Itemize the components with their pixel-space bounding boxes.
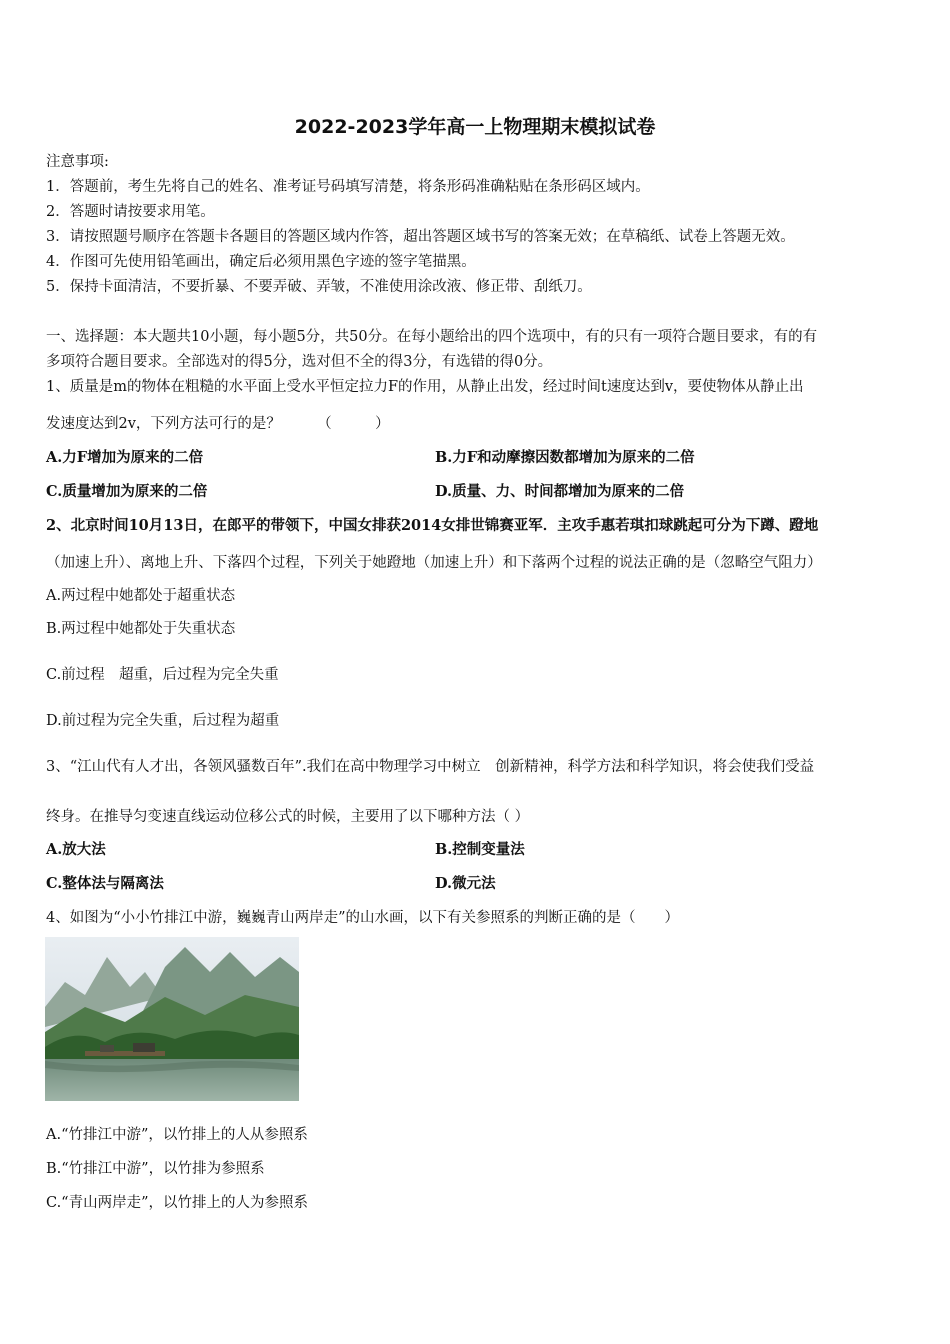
- notice-item-3: 3．请按照题号顺序在答题卡各题目的答题区域内作答，超出答题区域书写的答案无效；在草稿纸、试卷上答题无效。: [46, 229, 795, 245]
- raft-boat: [100, 1045, 114, 1052]
- landscape-illustration: [45, 937, 299, 1101]
- q1-option-c: C.质量增加为原来的二倍: [46, 483, 208, 500]
- q2-option-b: B.两过程中她都处于失重状态: [46, 621, 236, 637]
- q3-stem-line2: 终身。在推导匀变速直线运动位移公式的时候，主要用了以下哪种方法（ ）: [46, 809, 530, 825]
- landscape-photo: [45, 937, 299, 1101]
- q3-option-b: B.控制变量法: [435, 841, 525, 858]
- q2-stem-line2: （加速上升）、离地上升、下落四个过程，下列关于她蹬地（加速上升）和下落两个过程的说法正确的是（忽略空气阻力）: [46, 555, 822, 571]
- q4-option-b: B.“竹排江中游”，以竹排为参照系: [46, 1161, 265, 1177]
- q4-option-c: C.“青山两岸走”，以竹排上的人为参照系: [46, 1195, 309, 1211]
- q1-option-b: B.力F和动摩擦因数都增加为原来的二倍: [435, 449, 695, 466]
- q2-option-d: D.前过程为完全失重，后过程为超重: [46, 713, 280, 729]
- exam-title: 2022-2023学年高一上物理期末模拟试卷: [294, 116, 656, 138]
- raft-canopy: [133, 1043, 155, 1052]
- notice-item-1: 1．答题前，考生先将自己的姓名、准考证号码填写清楚，将条形码准确粘贴在条形码区域内。: [46, 179, 650, 195]
- q1-stem-line2: 发速度达到2v，下列方法可行的是？ （ ）: [46, 416, 390, 432]
- q2-option-a: A.两过程中她都处于超重状态: [46, 588, 236, 604]
- q1-stem-line1: 1、质量是m的物体在粗糙的水平面上受水平恒定拉力F的作用，从静止出发，经过时间t速度达到v，要使物体从静止出: [46, 379, 804, 395]
- q1-option-a: A.力F增加为原来的二倍: [46, 449, 204, 466]
- q4-option-a: A.“竹排江中游”，以竹排上的人从参照系: [46, 1127, 308, 1143]
- section-instruction-line1: 一、选择题：本大题共10小题，每小题5分，共50分。在每小题给出的四个选项中，有的只有一项符合题目要求，有的有: [46, 329, 818, 345]
- notice-heading: 注意事项:: [46, 154, 109, 170]
- q3-stem-line1: 3、“江山代有人才出，各领风骚数百年”.我们在高中物理学习中树立 创新精神，科学方法和科学知识，将会使我们受益: [46, 759, 815, 775]
- notice-item-2: 2．答题时请按要求用笔。: [46, 204, 215, 220]
- q4-stem: 4、如图为“小小竹排江中游，巍巍青山两岸走”的山水画，以下有关参照系的判断正确的是（ ）: [46, 910, 680, 926]
- q2-stem-line1: 2、北京时间10月13日，在郎平的带领下，中国女排获2014女排世锦赛亚军．主攻手惠若琪扣球跳起可分为下蹲、蹬地: [46, 517, 819, 534]
- q3-option-d: D.微元法: [435, 875, 496, 892]
- q3-option-c: C.整体法与隔离法: [46, 875, 164, 892]
- notice-item-4: 4．作图可先使用铅笔画出，确定后必须用黑色字迹的签字笔描黑。: [46, 254, 476, 270]
- notice-item-5: 5．保持卡面清洁，不要折暴、不要弄破、弄皱，不准使用涂改液、修正带、刮纸刀。: [46, 279, 592, 295]
- q3-option-a: A.放大法: [46, 841, 106, 858]
- section-instruction-line2: 多项符合题目要求。全部选对的得5分，选对但不全的得3分，有选错的得0分。: [46, 354, 553, 370]
- q1-option-d: D.质量、力、时间都增加为原来的二倍: [435, 483, 685, 500]
- q2-option-c: C.前过程 超重，后过程为完全失重: [46, 667, 279, 683]
